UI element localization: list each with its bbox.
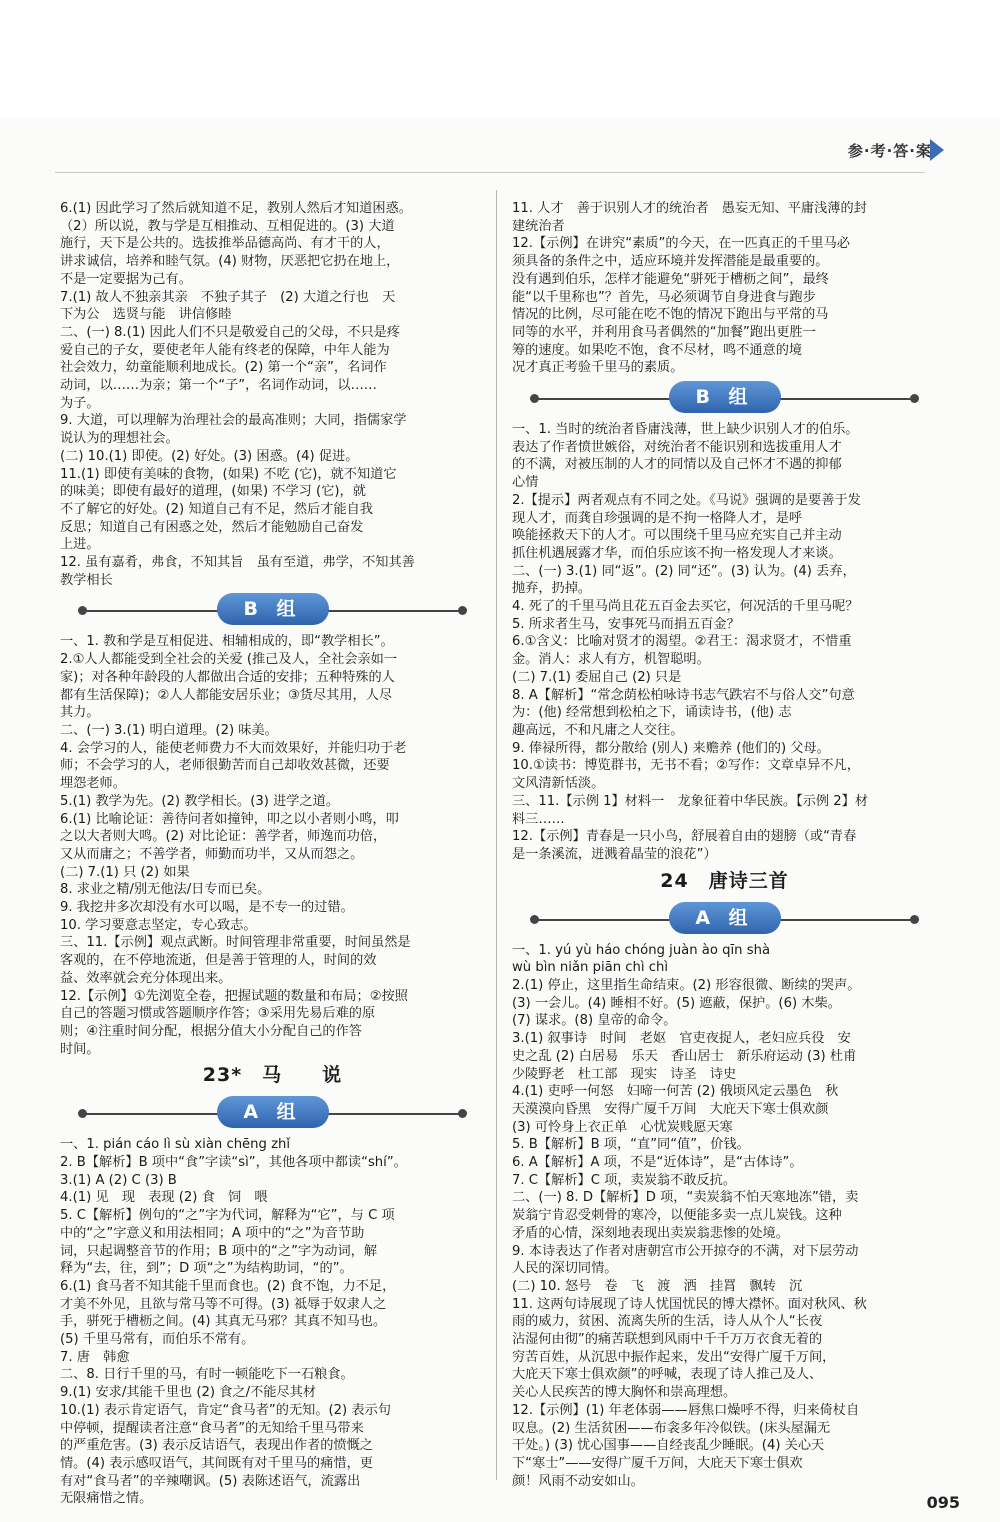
answer-line: 10.(1) 表示肯定语气，肯定“食马者”的无知。(2) 表示句 <box>60 1402 391 1418</box>
answer-line: 料三…… <box>512 811 565 827</box>
group-a-banner <box>512 902 937 936</box>
answer-line: 表达了作者愤世嫉俗，对统治者不能识别和选拔重用人才 <box>512 439 842 455</box>
answer-line: 二、(一) 3.(1) 同“返”。(2) 同“还”。(3) 认为。(4) 丢弃， <box>512 563 856 579</box>
answer-line: 上进。 <box>60 537 100 553</box>
answer-line: 12.【示例】①先浏览全卷，把握试题的数量和布局；②按照 <box>60 988 408 1004</box>
answer-line: 8. A【解析】“常念荫松柏咏诗书志气跌宕不与俗人交”句意 <box>512 687 855 703</box>
answer-line: 没有遇到伯乐，怎样才能避免“骈死于槽枥之间”，最终 <box>512 271 829 287</box>
group-b-banner <box>512 381 937 415</box>
answer-line: 同等的水平，并利用食马者偶然的“加餐”跑出更胜一 <box>512 324 816 340</box>
answer-line: 情况的比例，尽可能在吃不饱的情况下跑出与平常的马 <box>512 307 829 323</box>
answer-line: 5. 所求者生马，安事死马而捐五百金？ <box>512 616 740 632</box>
answer-line: 埋怨老师。 <box>60 776 126 792</box>
header-rule <box>55 172 925 173</box>
answer-line: 5. B【解析】B 项，“直”同“值”，价钱。 <box>512 1137 750 1153</box>
answer-line: 沾湿何由彻”的痛苦联想到风雨中千千万万衣食无着的 <box>512 1332 823 1348</box>
answer-line: (3) 一会儿。(4) 睡相不好。(5) 遮蔽，保护。(6) 木柴。 <box>512 995 841 1011</box>
answer-line: 一、1. yú yù háo chóng juàn ào qīn shà <box>512 942 771 958</box>
answer-line: 客观的，在不停地流逝，但是善于管理的人，时间的效 <box>60 953 377 969</box>
answer-line: 7. C【解析】C 项，卖炭翁不敢反抗。 <box>512 1172 737 1188</box>
answer-line: 10. 学习要意志坚定，专心致志。 <box>60 917 257 933</box>
group-b-label: B 组 <box>217 593 329 625</box>
answer-line: (二) 10. 怒号 卷 飞 渡 洒 挂罥 飘转 沉 <box>512 1278 803 1294</box>
answer-line: 2.①人人都能受到全社会的关爱 (推己及人，全社会亲如一 <box>60 652 398 668</box>
answer-line: 6.(1) 比喻论证：善待问者如撞钟，叩之以小者则小鸣，叩 <box>60 811 399 827</box>
answer-line: 2. B【解析】B 项中“食”字读“sì”，其他各项中都读“shí”。 <box>60 1155 407 1171</box>
answer-line: 建统治者 <box>512 218 565 234</box>
answer-line: 家)；对各种年龄段的人都做出合适的安排；五种特殊的人 <box>60 669 395 685</box>
left-column <box>60 200 485 1508</box>
answer-line: 一、1. pián cáo lì sù xiàn chēng zhǐ <box>60 1137 291 1153</box>
answer-line: 史之乱 (2) 白居易 乐天 香山居士 新乐府运动 (3) 杜甫 <box>512 1048 857 1064</box>
answer-line: 雨的威力，贫困、流离失所的生活，诗人从个人“长夜 <box>512 1314 823 1330</box>
answer-line: 炭翁宁肯忍受刺骨的寒冷，以便能多卖一点儿炭钱。这种 <box>512 1208 842 1224</box>
column-divider <box>496 190 497 1480</box>
answer-line: 为子。 <box>60 395 100 411</box>
answer-line: 趣高远，不和凡庸之人交往。 <box>512 722 684 738</box>
answer-line: 8. 求业之精/别无他法/日专而已矣。 <box>60 882 271 898</box>
answer-line: (3) 可怜身上衣正单 心忧炭贱愿天寒 <box>512 1119 733 1135</box>
answer-line: 叹息。(2) 生活贫困——布衾多年冷似铁。(床头屋漏无 <box>512 1420 831 1436</box>
answer-line: 5. C【解析】例句的“之”字为代词，解释为“它”，与 C 项 <box>60 1208 395 1224</box>
answer-line: 金。消人：求人有方，机智聪明。 <box>512 652 710 668</box>
group-a-banner <box>60 1096 485 1130</box>
right-block-b <box>512 421 937 864</box>
page-number: 095 <box>926 1493 960 1512</box>
answer-line: 少陵野老 杜工部 现实 诗圣 诗史 <box>512 1066 737 1082</box>
left-block-b <box>60 633 485 1058</box>
answer-line: 矛盾的心情，深刻地表现出卖炭翁悲惨的处境。 <box>512 1225 789 1241</box>
answer-line: 是一条溪流，迸溅着晶莹的浪花”） <box>512 846 717 862</box>
answer-line: 7.(1) 故人不独亲其亲 不独子其子 (2) 大道之行也 天 <box>60 289 396 305</box>
answer-line: 心情 <box>512 475 539 491</box>
answer-line: 11. 人才 善于识别人才的统治者 愚妄无知、平庸浅薄的封 <box>512 201 867 216</box>
answer-line: 为：(他) 经常想到松柏之下，诵读诗书，(他) 志 <box>512 705 792 721</box>
answer-line: 之以大者则大鸣。(2) 对比论证：善学者，师逸而功倍， <box>60 829 387 845</box>
answer-line: 释为“去，往，到”；D 项“之”为结构助词，“的”。 <box>60 1261 353 1277</box>
right-block-a <box>512 200 937 377</box>
answer-line: 3.(1) 叙事诗 时间 老妪 官吏夜捉人，老妇应兵役 安 <box>512 1031 851 1047</box>
answer-line: (7) 谋求。(8) 皇帝的命令。 <box>512 1013 677 1029</box>
answer-line: 教学相长 <box>60 572 113 588</box>
answer-line: 不了解它的好处。(2) 知道自己有不足，然后才能自我 <box>60 501 373 517</box>
left-block-a <box>60 200 485 589</box>
answer-line: (5) 千里马常有，而伯乐不常有。 <box>60 1332 255 1348</box>
answer-line: 下为公 选贤与能 讲信修睦 <box>60 307 232 323</box>
answer-line: 施行，天下是公共的。选拔推举品德高尚、有才干的人， <box>60 236 390 252</box>
top-margin <box>0 0 1000 118</box>
answer-line: 6.(1) 因此学习了然后就知道不足，教别人然后才知道困惑。 <box>60 201 412 216</box>
answer-line: 手，骈死于槽枥之间。(4) 其真无马邪？其真不知马也。 <box>60 1314 387 1330</box>
answer-line: 况才真正考验千里马的素质。 <box>512 360 684 376</box>
answer-line: 不是一定要据为己有。 <box>60 271 192 287</box>
answer-line: 4. 会学习的人，能使老师费力不大而效果好，并能归功于老 <box>60 740 407 756</box>
answer-line: 11. 这两句诗展现了诗人忧国忧民的博大襟怀。面对秋风、秋 <box>512 1296 867 1312</box>
answer-line: 10.①读书：博览群书，无书不看；②写作：文章卓异不凡， <box>512 758 860 774</box>
answer-line: 都有生活保障)；②人人都能安居乐业；③货尽其用，人尽 <box>60 687 393 703</box>
answer-line: 有对“食马者”的辛辣嘲讽。(5) 表陈述语气，流露出 <box>60 1473 361 1489</box>
answer-line: 4.(1) 吏呼一何怒 妇啼一何苦 (2) 俄顷风定云墨色 秋 <box>512 1084 839 1100</box>
answer-line: 二、(一) 8.(1) 因此人们不只是敬爱自己的父母，不只是疼 <box>60 324 401 340</box>
lesson-title: 24 唐诗三首 <box>660 869 789 892</box>
answer-line: 9.(1) 安求/其能千里也 (2) 食之/不能尽其材 <box>60 1385 317 1401</box>
answer-line: 7. 唐 韩愈 <box>60 1349 130 1365</box>
answer-line: 中的“之”字意义和用法相同；A 项中的“之”为音节助 <box>60 1225 365 1241</box>
answer-line: 二、(一) 8. D【解析】D 项，“卖炭翁不怕天寒地冻”错，卖 <box>512 1190 859 1206</box>
answer-line: 的不满，对被压制的人才的同情以及自己怀才不遇的抑郁 <box>512 457 842 473</box>
right-column <box>512 200 937 1490</box>
answer-line: 2.【提示】两者观点有不同之处。《马说》强调的是要善于发 <box>512 492 861 508</box>
answer-line: 抓住机遇展露才华，而伯乐应该不拘一格发现人才来谈。 <box>512 545 842 561</box>
answer-line: 6.①含义：比喻对贤才的渴望。②君王：渴求贤才，不惜重 <box>512 634 852 650</box>
answer-line: 一、1. 当时的统治者昏庸浅薄，世上缺少识别人才的伯乐。 <box>512 422 859 438</box>
answer-line: 12.【示例】(1) 年老体弱——唇焦口燥呼不得，归来倚杖自 <box>512 1402 860 1418</box>
answer-line: 6.(1) 食马者不知其能千里而食也。(2) 食不饱，力不足， <box>60 1278 396 1294</box>
group-b-banner <box>60 593 485 627</box>
answer-line: （2）所以说，教与学是互相推动、互相促进的。(3) 大道 <box>60 218 395 234</box>
left-block-c <box>60 1136 485 1508</box>
answer-line: 爱自己的子女，要使老年人能有终老的保障，中年人能为 <box>60 342 390 358</box>
answer-line: 动词，以……为亲；第一个“子”，名词作动词，以…… <box>60 378 377 394</box>
answer-line: 师；不会学习的人，老师很勤苦而自己却收效甚微，还要 <box>60 758 390 774</box>
answer-line: 时间。 <box>60 1041 100 1057</box>
answer-line: wù bìn niǎn piān chì chì <box>512 960 668 976</box>
answer-line: 下“寒士”——安得广厦千万间，大庇天下寒士俱欢 <box>512 1456 803 1471</box>
answer-line: 大庇天下寒士俱欢颜”的呼喊，表现了诗人推己及人、 <box>512 1367 823 1383</box>
answer-line: 12.【示例】在讲究“素质”的今天，在一匹真正的千里马必 <box>512 236 850 252</box>
group-a-label: A 组 <box>669 902 781 934</box>
answer-line: 3.(1) A (2) C (3) B <box>60 1172 177 1188</box>
answer-line: 二、8. 日行千里的马，有时一顿能吃下一石粮食。 <box>60 1367 354 1383</box>
answer-line: 9. 我挖井多次却没有水可以喝，是不专一的过错。 <box>60 900 354 916</box>
answer-line: 其力。 <box>60 705 100 721</box>
answer-line: (二) 7.(1) 委屈自己 (2) 只是 <box>512 669 682 685</box>
answer-line: 4. 死了的千里马尚且花五百金去买它，何况活的千里马呢？ <box>512 599 859 615</box>
answer-line: 干处。) (3) 忧心国事——自经丧乱少睡眠。(4) 关心天 <box>512 1438 825 1454</box>
answer-line: 天漠漠向昏黑 安得广厦千万间 大庇天下寒士俱欢颜 <box>512 1101 829 1117</box>
answer-line: 无限痛惜之情。 <box>60 1491 153 1507</box>
answer-line: 社会效力，幼童能顺利地成长。(2) 第一个“亲”，名词作 <box>60 360 387 376</box>
answer-line: 9. 大道，可以理解为治理社会的最高准则；大同，指儒家学 <box>60 413 407 429</box>
answer-line: 筹的速度。如果吃不饱，食不尽材，鸣不通意的境 <box>512 342 803 358</box>
answer-line: 的味美；即使有最好的道理，(如果) 不学习 (它)，就 <box>60 484 366 500</box>
answer-line: 一、1. 教和学是互相促进、相辅相成的，即“教学相长”。 <box>60 634 394 650</box>
answer-line: 则；④注重时间分配，根据分值大小分配自己的作答 <box>60 1023 362 1039</box>
answer-line: 人民的深切同情。 <box>512 1261 618 1277</box>
answer-line: 词，只起调整音节的作用；B 项中的“之”字为动词，解 <box>60 1243 378 1259</box>
lesson-title: 23* 马 说 <box>202 1064 343 1087</box>
answer-line: 三、11.【示例】观点武断。时间管理非常重要，时间虽然是 <box>60 935 411 951</box>
header-title: 参·考·答·案 <box>847 142 932 160</box>
answer-line: 益、效率就会充分体现出来。 <box>60 970 232 986</box>
answer-line: 讲求诚信，培养和睦气氛。(4) 财物，厌恶把它扔在地上， <box>60 254 400 270</box>
header-arrow-icon <box>930 139 944 161</box>
answer-line: 又从而庸之；不善学者，师勤而功半，又从而怨之。 <box>60 846 364 862</box>
answer-line: 11.(1) 即使有美味的食物，(如果) 不吃 (它)，就不知道它 <box>60 466 397 482</box>
group-a-label: A 组 <box>217 1096 329 1128</box>
answer-line: (二) 10.(1) 即使。(2) 好处。(3) 困惑。(4) 促进。 <box>60 448 359 464</box>
answer-line: 关心人民疾苦的博大胸怀和崇高理想。 <box>512 1385 737 1401</box>
answer-line: 须具备的条件之中，适应环境并发挥潜能是最重要的。 <box>512 254 829 270</box>
answer-line: 9. 本诗表达了作者对唐朝宫市公开掠夺的不满，对下层劳动 <box>512 1243 859 1259</box>
answer-line: 说认为的理想社会。 <box>60 431 179 447</box>
answer-line: 现人才，而龚自珍强调的是不拘一格降人才，是呼 <box>512 510 803 526</box>
answer-line: 情。(4) 表示感叹语气，其间既有对千里马的痛惜，更 <box>60 1456 373 1471</box>
answer-line: 三、11.【示例 1】材料一 龙象征着中华民族。【示例 2】材 <box>512 793 869 809</box>
answer-line: 文风清新恬淡。 <box>512 776 605 792</box>
answer-line: 二、(一) 3.(1) 明白道理。(2) 味美。 <box>60 722 278 738</box>
answer-line: 9. 俸禄所得，都分散给 (别人) 来赡养 (他们的) 父母。 <box>512 740 830 756</box>
answer-line: 2.(1) 停止，这里指生命结束。(2) 形容很微、断续的哭声。 <box>512 978 861 994</box>
answer-line: 12. 虽有嘉肴，弗食，不知其旨 虽有至道，弗学，不知其善 <box>60 555 415 571</box>
answer-line: 穷苦百姓，从沉思中振作起来，发出“安得广厦千万间， <box>512 1349 836 1365</box>
answer-line: 能“以千里称也”？首先，马必须调节自身进食与跑步 <box>512 289 816 305</box>
answer-line: 才美不外见，且欲与常马等不可得。(3) 祗辱于奴隶人之 <box>60 1296 387 1312</box>
group-b-label: B 组 <box>669 381 781 413</box>
right-block-c <box>512 942 937 1491</box>
answer-line: 的严重危害。(3) 表示反诘语气，表现出作者的愤慨之 <box>60 1438 373 1454</box>
answer-line: 唤能拯救天下的人才。可以围绕千里马应充实自己并主动 <box>512 528 842 544</box>
answer-line: 反思；知道自己有困惑之处，然后才能勉励自己奋发 <box>60 519 364 535</box>
answer-line: 5.(1) 教学为先。(2) 教学相长。(3) 进学之道。 <box>60 793 340 809</box>
answer-line: 6. A【解析】A 项，不是“近体诗”，是“古体诗”。 <box>512 1155 803 1171</box>
answer-line: 自己的答题习惯或答题顺序作答；③采用先易后难的原 <box>60 1006 376 1022</box>
answer-line: 抛弃，扔掉。 <box>512 581 592 597</box>
answer-line: 12.【示例】青春是一只小鸟，舒展着自由的翅膀（或“青春 <box>512 829 857 845</box>
answer-line: 中停顿，提醒读者注意“食马者”的无知给千里马带来 <box>60 1420 364 1436</box>
answer-line: 颜！风雨不动安如山。 <box>512 1473 644 1489</box>
answer-line: 4.(1) 见 现 表现 (2) 食 饲 喂 <box>60 1190 268 1206</box>
answer-line: (二) 7.(1) 只 (2) 如果 <box>60 864 190 880</box>
